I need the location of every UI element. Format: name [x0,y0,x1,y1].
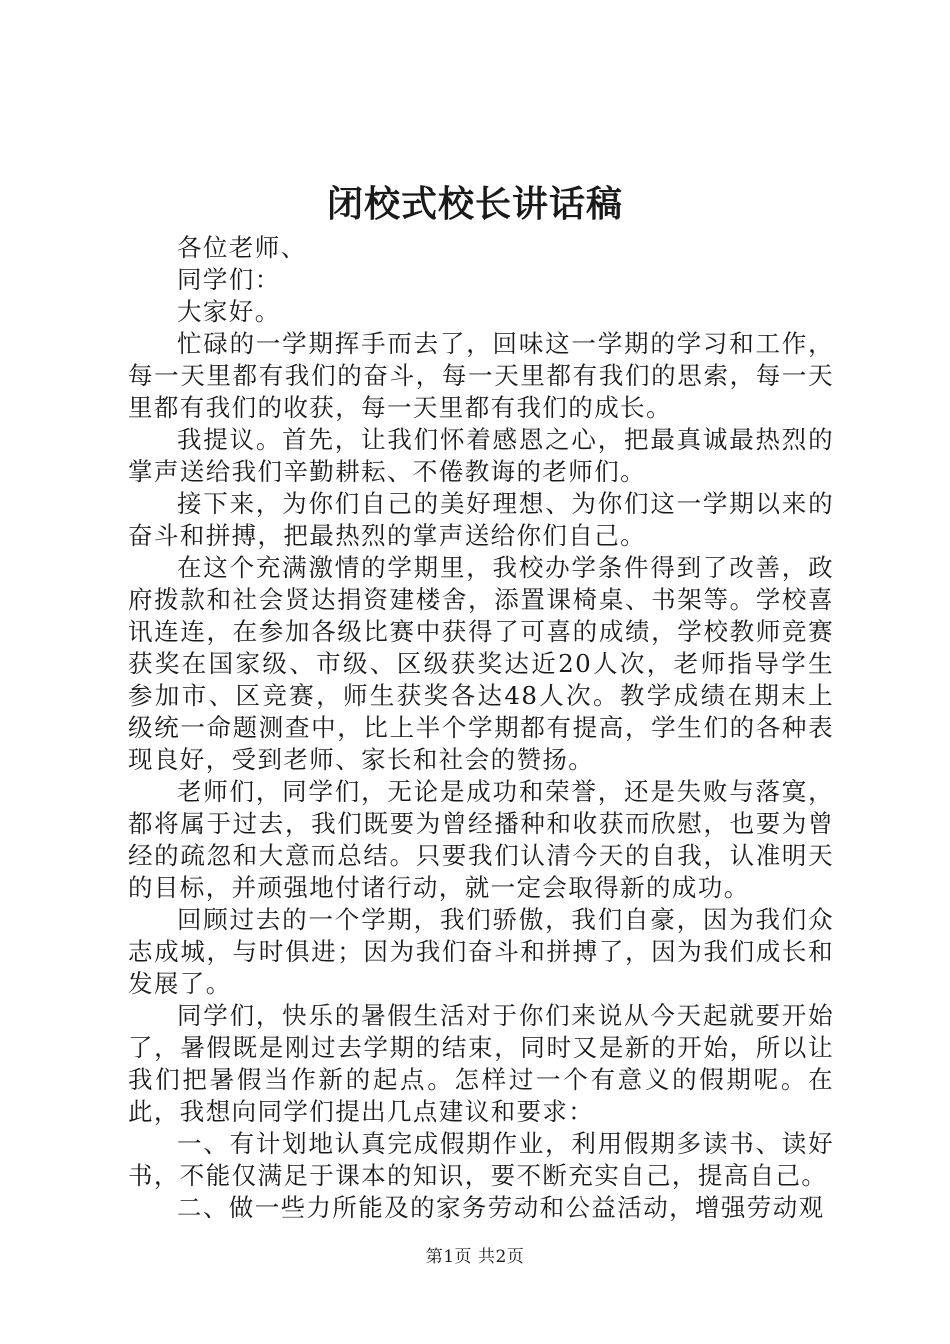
document-body [128,232,834,1224]
paragraph-summer-intro: 同学们，快乐的暑假生活对于你们来说从今天起就要开始了，暑假既是刚过去学期的结束，同时又是新的开始，所以让我们把暑假当作新的起点。怎样过一个有意义的假期呢。在此，我想向同学们提出几点建议和要求： [128,1001,834,1126]
paragraph-greeting-teachers: 各位老师、 [177,233,307,262]
paragraph-applaud-students: 接下来，为你们自己的美好理想、为你们这一学期以来的奋斗和拼搏，把最热烈的掌声送给你们自己。 [128,489,834,550]
paragraph-hello: 大家好。 [177,297,281,326]
paragraph-thank-teachers: 我提议。首先，让我们怀着感恩之心，把最真诚最热烈的掌声送给我们辛勤耕耘、不倦教诲的老师们。 [128,425,834,486]
paragraph-suggestion-2: 二、做一些力所能及的家务劳动和公益活动，增强劳动观 [177,1193,825,1222]
paragraph-semester-review: 忙碌的一学期挥手而去了，回味这一学期的学习和工作，每一天里都有我们的奋斗，每一天里都有我们的思索，每一天里都有我们的收获，每一天里都有我们的成长。 [128,329,834,422]
paragraph-greeting-students: 同学们： [177,265,281,294]
paragraph-suggestion-1: 一、有计划地认真完成假期作业，利用假期多读书、读好书，不能仅满足于课本的知识，要不断充实自己，提高自己。 [128,1129,834,1190]
document-title: 闭校式校长讲话稿 [326,183,623,225]
paragraph-pride: 回顾过去的一个学期，我们骄傲，我们自豪，因为我们众志成城，与时俱进；因为我们奋斗和拼搏了，因为我们成长和发展了。 [128,905,834,998]
paragraph-reflection: 老师们，同学们，无论是成功和荣誉，还是失败与落寞，都将属于过去，我们既要为曾经播种和收获而欣慰，也要为曾经的疏忽和大意而总结。只要我们认清今天的自我，认准明天的目标，并顽强地付诸行动，就一定会取得新的成功。 [128,777,834,902]
page-footer: 第1页 共2页 [425,1247,525,1267]
paragraph-achievements: 在这个充满激情的学期里，我校办学条件得到了改善，政府拨款和社会贤达捐资建楼舍，添置课椅桌、书架等。学校喜讯连连，在参加各级比赛中获得了可喜的成绩，学校教师竞赛获奖在国家级、市级、区级获奖达近20人次，老师指导学生参加市、区竞赛，师生获奖各达48人次。教学成绩在期末上级统一命题测查中，比上半个学期都有提高，学生们的各种表现良好，受到老师、家长和社会的赞扬。 [128,553,834,774]
